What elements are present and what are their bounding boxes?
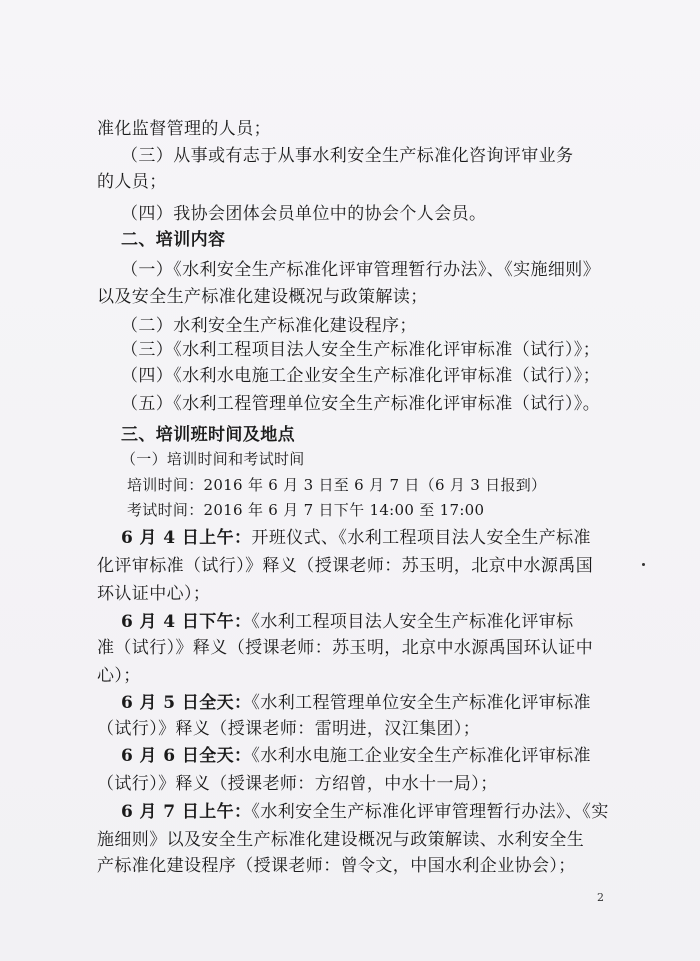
text-line: 的人员； [97,172,167,192]
text-line: （四）我协会团体会员单位中的协会个人会员。 [121,204,487,224]
text-line: （三）从事或有志于从事水利安全生产标准化咨询评审业务 [121,146,574,166]
text-line: 环认证中心）； [97,584,211,604]
text-line: 化评审标准（试行）》释义（授课老师：苏玉明，北京中水源禹国 [97,556,594,576]
text-line: 以及安全生产标准化建设概况与政策解读； [97,287,428,307]
schedule-date-label: 6 月 6 日全天： [121,746,252,766]
text-line: 心）； [97,666,141,686]
schedule-line [121,528,591,548]
speck-mark [642,563,645,566]
text-line: 培训时间：2016 年 6 月 3 日至 6 月 7 日（6 月 3 日报到） [127,476,547,494]
schedule-date-label: 6 月 7 日上午： [121,802,252,822]
text-line: （试行）》释义（授课老师：方绍曾，中水十一局）； [97,774,498,794]
schedule-line [121,802,609,822]
schedule-date-label: 6 月 5 日全天： [121,693,252,713]
text-line: （一）《水利安全生产标准化评审管理暂行办法》、《实施细则》 [121,260,601,280]
schedule-content: 《水利工程管理单位安全生产标准化评审标准 [251,693,591,713]
schedule-date-label: 6 月 4 日下午： [121,612,252,632]
text-line: 考试时间：2016 年 6 月 7 日下午 14:00 至 17:00 [127,501,485,519]
schedule-content: 开班仪式、《水利工程项目法人安全生产标准 [251,528,591,548]
text-line: （五）《水利工程管理单位安全生产标准化评审标准（试行）》。 [121,394,601,414]
text-line: （试行）》释义（授课老师：雷明进，汉江集团）； [97,719,481,739]
text-line: 准（试行）》释义（授课老师：苏玉明，北京中水源禹国环认证中 [97,638,594,658]
schedule-content: 《水利水电施工企业安全生产标准化评审标准 [251,746,591,766]
schedule-line [121,612,574,632]
text-line: 产标准化建设程序（授课老师：曾令文，中国水利企业协会）； [97,856,576,876]
text-line: 施细则》以及安全生产标准化建设概况与政策解读、水利安全生 [97,830,585,850]
schedule-line [121,746,591,766]
schedule-line [121,693,591,713]
section-heading: 三、培训班时间及地点 [121,425,295,445]
schedule-content: 《水利安全生产标准化评审管理暂行办法》、《实 [251,802,609,822]
schedule-date-label: 6 月 4 日上午： [121,528,252,548]
text-line: （三）《水利工程项目法人安全生产标准化评审标准（试行）》； [121,340,601,360]
text-line: （二）水利安全生产标准化建设程序； [121,316,417,336]
schedule-content: 《水利工程项目法人安全生产标准化评审标 [251,612,574,632]
text-line: 准化监督管理的人员； [97,119,271,139]
section-heading: 二、培训内容 [121,230,226,250]
text-line: （四）《水利水电施工企业安全生产标准化评审标准（试行）》； [121,366,601,386]
page-number: 2 [597,891,604,904]
text-line: （一）培训时间和考试时间 [121,450,305,468]
